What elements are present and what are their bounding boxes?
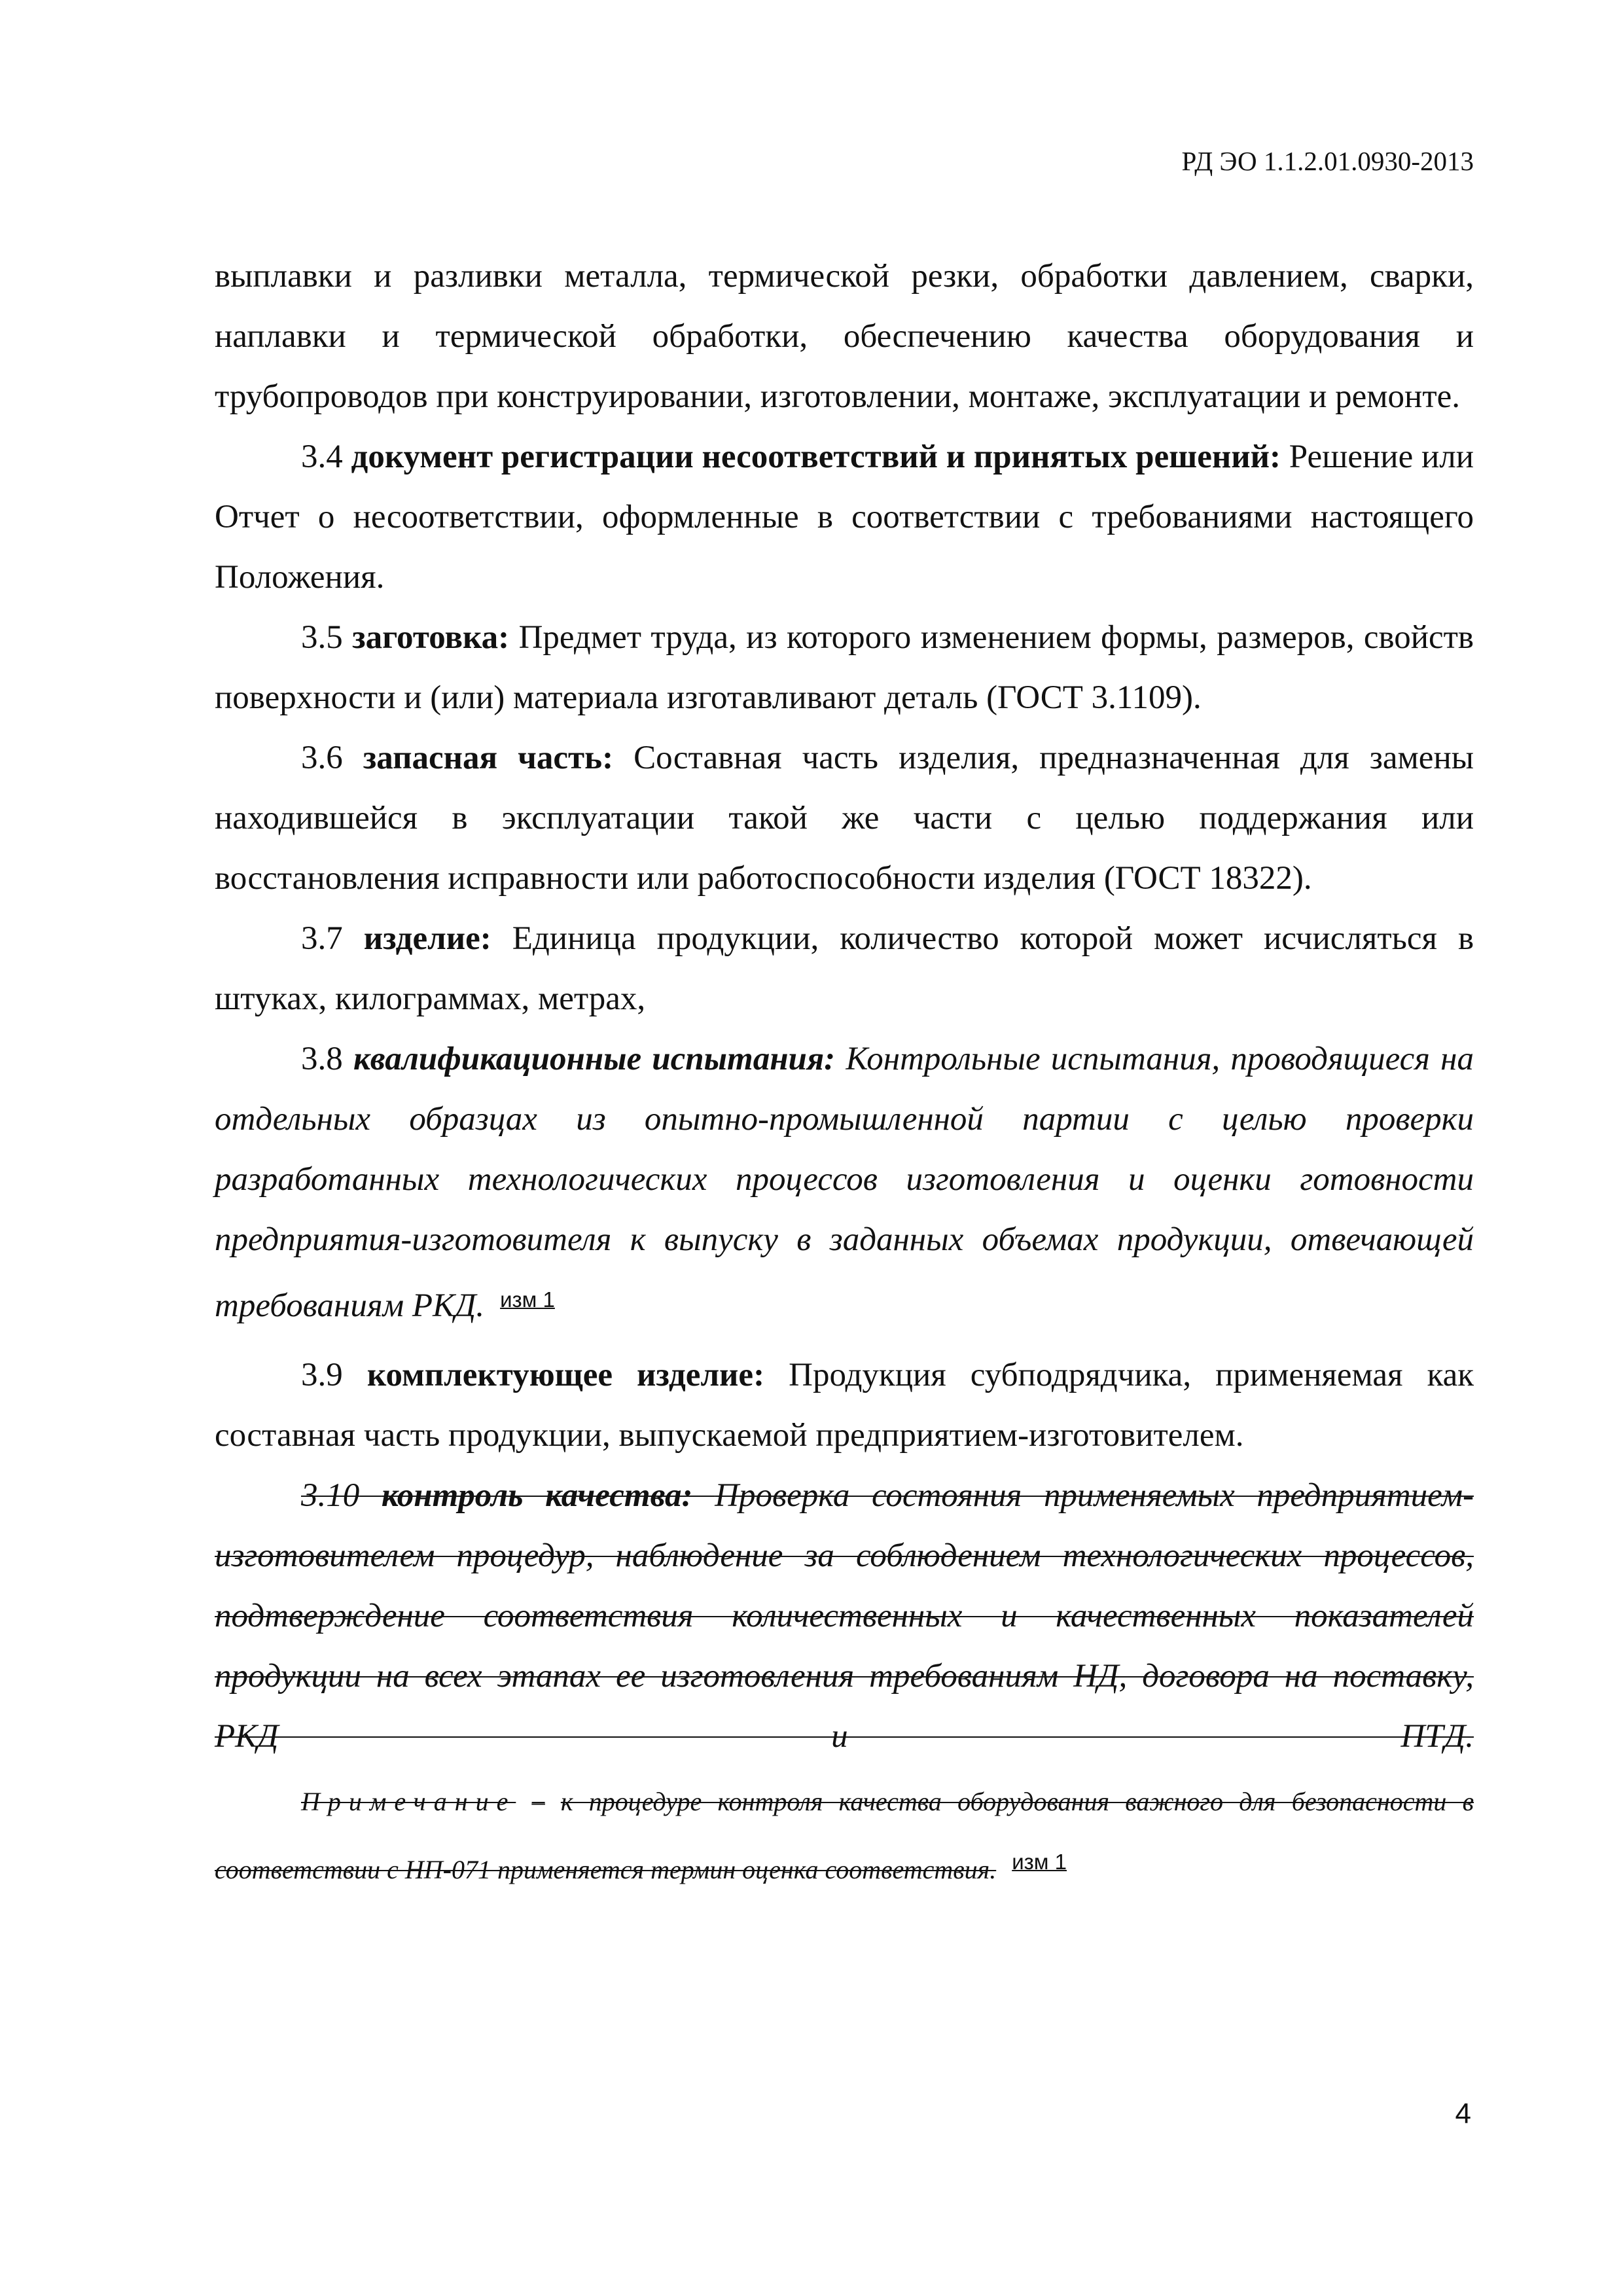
definition-3-8 — [215, 1029, 1474, 1336]
note-deleted — [215, 1772, 1474, 1900]
item-term: запасная часть: — [363, 740, 614, 776]
item-number: 3.8 — [301, 1041, 343, 1077]
item-number: 3.9 — [301, 1357, 343, 1393]
definition-3-10-deleted — [215, 1465, 1474, 1767]
item-definition: Проверка состояния применяемых предприятием-изготовителем процедур, наблюдение за соблюдением технологических процессов, подтверждение соответствия количественных и качественных показателей продукции на всех этапах ее изготовления требованиям НД, договора на поставку, РКД и ПТД. — [215, 1477, 1474, 1755]
item-number: 3.10 — [301, 1477, 360, 1514]
item-definition: Продукция субподрядчика, применяемая как составная часть продукции, выпускаемой предприятием-изготовителем. — [215, 1357, 1474, 1454]
item-number: 3.5 — [301, 619, 343, 656]
item-term: контроль качества: — [381, 1477, 693, 1514]
definition-3-4 — [215, 427, 1474, 607]
item-term: комплектующее изделие: — [366, 1357, 765, 1393]
item-definition: Составная часть изделия, предназначенная для замены находившейся в эксплуатации такой же части с целью поддержания или восстановления исправности или работоспособности изделия (ГОСТ 18322). — [215, 740, 1474, 897]
item-definition: Единица продукции, количество которой может исчисляться в штуках, килограммах, метрах, — [215, 920, 1474, 1017]
change-mark: изм 1 — [500, 1287, 555, 1312]
item-definition: Предмет труда, из которого изменением формы, размеров, свойств поверхности и (или) материала изготавливают деталь (ГОСТ 3.1109). — [215, 619, 1474, 716]
definition-3-5 — [215, 607, 1474, 728]
document-body — [215, 246, 1474, 1900]
item-definition: Решение или Отчет о несоответствии, оформленные в соответствии с требованиями настоящего Положения. — [215, 439, 1474, 596]
intro-paragraph: выплавки и разливки металла, термической резки, обработки давлением, сварки, наплавки и термической обработки, обеспечению качества оборудования и трубопроводов при конструировании, изготовлении, монтаже, эксплуатации и ремонте. — [215, 258, 1474, 415]
note-label: Примечание — [301, 1787, 516, 1816]
item-term: квалификационные испытания: — [353, 1041, 836, 1077]
change-mark: изм 1 — [1012, 1850, 1067, 1874]
item-definition: Контрольные испытания, проводящиеся на отдельных образцах из опытно-промышленной партии с целью проверки разработанных технологических процессов изготовления и оценки готовности предприятия-изготовителя к выпуску в заданных объемах продукции, отвечающей требованиям РКД. — [215, 1041, 1474, 1324]
item-term: изделие: — [363, 920, 491, 957]
item-term: заготовка: — [352, 619, 510, 656]
definition-3-6 — [215, 728, 1474, 908]
document-code: РД ЭО 1.1.2.01.0930-2013 — [1181, 146, 1474, 176]
item-number: 3.7 — [301, 920, 343, 957]
page-number: 4 — [1455, 2098, 1471, 2130]
note-text: к процедуре контроля качества оборудования важного для безопасности в соответствии с НП-071 применяется термин оценка соответствия. — [215, 1787, 1474, 1884]
item-number: 3.6 — [301, 740, 343, 776]
item-number: 3.4 — [301, 439, 343, 475]
item-term: документ регистрации несоответствий и принятых решений: — [351, 439, 1281, 475]
definition-3-7 — [215, 908, 1474, 1029]
definition-3-9 — [215, 1345, 1474, 1465]
note-dash: – — [531, 1787, 545, 1816]
